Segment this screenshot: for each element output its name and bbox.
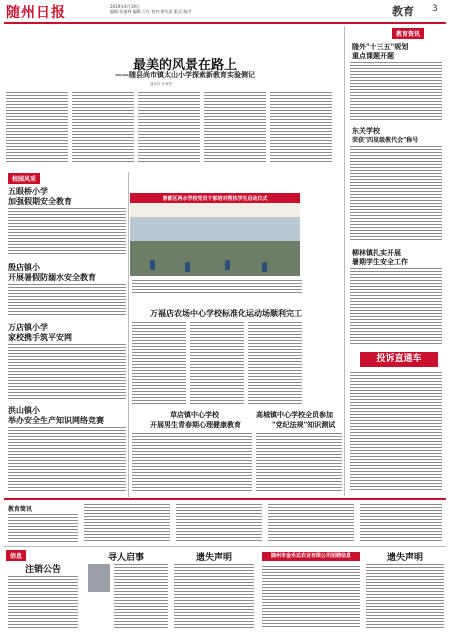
brief-news-header: 教育简讯: [8, 506, 33, 513]
center-story-3-title: 高城镇中心学校全员参加: [256, 410, 333, 419]
classifieds-label: 信息: [6, 550, 26, 561]
school-item-2-title: 殷店镇小: [8, 262, 40, 272]
right-item-2-subtitle: 荣获"四星级教代会"称号: [352, 137, 419, 144]
right-item-1-title: 随外"十三五"规划: [352, 42, 409, 51]
brief-news-col-3: [176, 504, 262, 542]
school-item-4-subtitle: 举办安全生产知识网络竞赛: [8, 415, 104, 425]
recruitment-banner: 随州市金禾达农业有限公司招聘信息: [262, 552, 360, 561]
school-item-1-title: 五眼桥小学: [8, 186, 48, 196]
school-item-3-subtitle: 家校携手筑平安网: [8, 332, 72, 342]
cancellation-notice-body: [8, 576, 78, 628]
page-number: 3: [432, 4, 438, 14]
school-item-2-subtitle: 开展暑假防溺水安全教育: [8, 272, 96, 282]
lead-photo: [130, 193, 300, 276]
lead-subheadline: ——随县尚市镇太山小学探索新教育实验侧记: [115, 71, 255, 79]
missing-person-body: [114, 564, 168, 628]
missing-person-title: 寻人启事: [107, 553, 144, 563]
lead-body-col-2: [72, 92, 134, 164]
photo-student: [262, 262, 267, 272]
masthead-logo: 随州日报: [6, 5, 66, 21]
lost-notice-1-title: 遗失声明: [195, 553, 232, 563]
lead-body-col-4: [204, 92, 266, 164]
right-item-3-subtitle: 暑期学生安全工作: [352, 257, 408, 266]
lead-body-col-5: [270, 92, 332, 164]
school-item-1-body: [8, 208, 126, 256]
school-express-label: 校园风采: [8, 173, 40, 184]
editor-credits: 编辑:张福林 编辑:王红 校对:黄先哥 版式:杨洪: [110, 9, 192, 14]
right-item-3-title: 柳林镇扎实开展: [352, 248, 401, 257]
right-item-2-body: [350, 146, 442, 242]
center-story-2-title: 草店镇中心学校: [170, 410, 219, 419]
missing-person-photo: [88, 564, 110, 592]
photo-student: [150, 260, 155, 270]
lead-body-col-3: [138, 92, 200, 164]
school-item-3-body: [8, 344, 126, 400]
complaint-hotline-banner: 投诉直通车: [360, 352, 438, 367]
photo-banner: 曾都区两水学校党员干部培对帮扶学生启动仪式: [162, 196, 268, 202]
photo-caption: [132, 280, 302, 294]
center-story-1-title: 万福店农场中心学校标准化运动场顺利完工: [150, 308, 302, 318]
center-story-2-body: [132, 433, 252, 493]
right-item-2-title: 东关学校: [352, 126, 380, 135]
lead-body-col-1: [6, 92, 68, 164]
column-divider-right: [344, 26, 345, 496]
school-item-4-title: 洪山镇小: [8, 405, 40, 415]
section-name: 教育: [392, 5, 414, 18]
footer-top-rule: [4, 498, 446, 500]
center-story-3-subtitle: "党纪法规"知识测试: [272, 420, 336, 429]
brief-news-col-2: [84, 504, 170, 542]
complaint-hotline-body: [350, 372, 442, 492]
school-item-1-subtitle: 加强假期安全教育: [8, 196, 72, 206]
right-item-1-subtitle: 重点课题开题: [352, 51, 394, 60]
education-news-label: 教育资讯: [392, 28, 424, 39]
center-story-2-subtitle: 开展男生青春期心理健康教育: [150, 420, 241, 429]
brief-news-col-4: [268, 504, 354, 542]
ads-top-rule: [4, 546, 446, 547]
lead-byline: 通讯员 叶章铃: [150, 82, 173, 86]
school-item-2-body: [8, 284, 126, 316]
issue-meta: [110, 4, 191, 14]
issue-date: 2019年4月19日: [110, 4, 140, 9]
right-item-3-body: [350, 268, 442, 346]
center-story-1-body-c: [248, 322, 302, 404]
column-divider-left: [128, 172, 129, 497]
lost-notice-2-body: [366, 564, 444, 628]
cancellation-notice-title: 注销公告: [24, 565, 61, 575]
school-item-3-title: 万店镇小学: [8, 322, 48, 332]
lost-notice-1-body: [174, 564, 254, 628]
center-story-3-body: [256, 433, 342, 493]
center-story-1-body-b: [190, 322, 244, 404]
school-item-4-body: [8, 427, 126, 493]
photo-student: [225, 260, 230, 270]
lost-notice-2-title: 遗失声明: [386, 553, 423, 563]
brief-news-col-1: [8, 514, 78, 542]
lead-headline: 最美的风景在路上: [132, 58, 237, 73]
header-rule: [4, 22, 446, 24]
center-story-1-body-a: [132, 322, 186, 404]
right-item-1-body: [350, 62, 442, 120]
recruitment-body: [262, 566, 360, 628]
photo-student: [185, 262, 190, 272]
brief-news-col-5: [360, 504, 442, 542]
